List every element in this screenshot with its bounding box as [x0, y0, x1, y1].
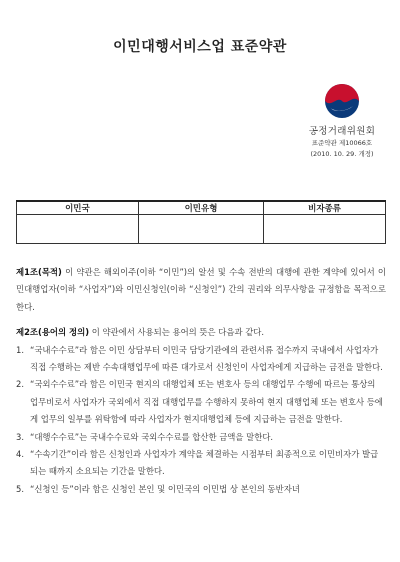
- table-header-row: [17, 201, 386, 215]
- article-2-heading: 제2조(용어의 정의): [16, 327, 90, 338]
- terms-body: [16, 264, 386, 498]
- article-2-intro: 이 약관에서 사용되는 용어의 뜻은 다음과 같다.: [89, 327, 265, 338]
- article-1-heading: 제1조(목적): [16, 267, 62, 277]
- article-1: [16, 264, 386, 316]
- article-1-text: 이 약관은 해외이주(이하 “이민”)의 알선 및 수속 전반의 대행에 관한 계약에 있어서 이민대행업자(이하 “사업자”)와 이민신청인(이하 “신청인”) 간의 권리와 의무사항을 규정함을 목적으로 한다.: [16, 267, 386, 312]
- destination-country-cell[interactable]: [17, 215, 139, 244]
- header-visa-type: 비자종류: [264, 201, 386, 215]
- list-item: 1. “국내수수료”라 함은 이민 상담부터 이민국 담당기관에의 관련서류 접수까지 국내에서 사업자가 직접 수행하는 제반 수속대행업무에 따른 대가로서 신청인이 사업자에게 지급하는 금전을 말한다.: [16, 344, 383, 373]
- list-item: 2. “국외수수료”라 함은 이민국 현지의 대행업체 또는 변호사 등의 대행업무 수행에 따르는 통상의 업무비로서 사업자가 국외에서 직접 대행업무를 수행하지 못하여 현지 대행업체 또는 변호사 등에게 업무의 일부를 위탁함에 따라 사업자가 현지대행업체 등에 지급하는 금전을 말한다.: [16, 379, 383, 425]
- organization-name: 공정거래위원회: [308, 126, 376, 137]
- list-item: 3. “대행수수료”는 국내수수료와 국외수수료를 합산한 금액을 말한다.: [16, 431, 274, 442]
- header-immigration-type: 이민유형: [138, 201, 263, 215]
- ftc-emblem-icon: [323, 82, 361, 120]
- visa-type-cell[interactable]: [264, 215, 386, 244]
- table-row: [17, 215, 386, 244]
- document-title: 이민대행서비스업 표준약관: [113, 39, 287, 55]
- article-2: [16, 324, 386, 341]
- revision-date: (2010. 10. 29. 개정): [310, 150, 374, 158]
- definitions-list: [16, 342, 386, 499]
- list-item: 5. “신청인 등”이라 함은 신청인 본인 및 이민국의 이민법 상 본인의 동반자녀: [16, 483, 300, 494]
- immigration-info-table: [16, 200, 386, 244]
- header-destination-country: 이민국: [17, 201, 139, 215]
- ftc-logo-block: [298, 82, 386, 159]
- clause-number: 표준약관 제10066호: [311, 139, 373, 147]
- immigration-type-cell[interactable]: [138, 215, 263, 244]
- list-item: 4. “수속기간”이라 함은 신청인과 사업자가 계약을 체결하는 시점부터 최종적으로 이민비자가 발급되는 때까지 소요되는 기간을 말한다.: [16, 449, 379, 477]
